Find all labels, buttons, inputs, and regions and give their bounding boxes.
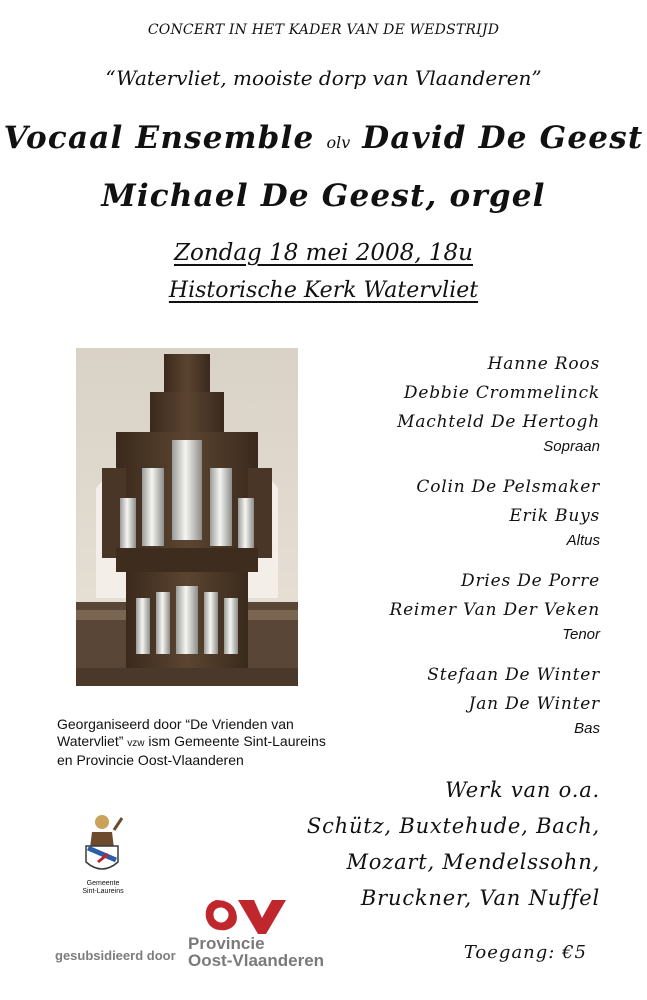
title-ensemble [0,120,647,156]
voice-label: Sopraan [543,438,600,455]
title-organist: Michael De Geest, orgel [101,178,546,214]
voice-label: Tenor [562,626,600,643]
group-sopraan [270,350,600,457]
province-name [188,935,324,969]
event-venue: Historische Kerk Watervliet [168,278,479,303]
province-name-line: Provincie [188,934,265,953]
performer-name: Reimer Van Der Veken [389,600,600,620]
voice-label: Altus [566,532,600,549]
voice-label: Bas [574,720,600,737]
entrance-fee: Toegang: €5 [463,942,587,963]
conductor-name: David De Geest [362,120,644,156]
performer-name: Machteld De Hertogh [397,412,600,432]
organiser-text-2: ism Gemeente Sint-Laureins en Provincie Oost-Vlaanderen [57,733,326,768]
works-line: Bruckner, Van Nuffel [360,886,600,910]
performer-name: Jan De Winter [468,694,600,714]
organiser-note [57,716,327,769]
event-date: Zondag 18 mei 2008, 18u [173,240,473,266]
works-heading: Werk van o.a. [445,778,600,802]
performer-name: Erik Buys [509,506,600,526]
header-top-line: CONCERT IN HET KADER VAN DE WEDSTRIJD [147,22,500,38]
province-logo [202,896,288,936]
performer-list [270,350,600,755]
province-name-line: Oost-Vlaanderen [188,951,325,970]
organ-photo [76,348,298,686]
subsidy-text: gesubsidieerd door [55,948,176,963]
header-subtitle: “Watervliet, mooiste dorp van Vlaanderen” [105,66,542,90]
performer-name: Colin De Pelsmaker [416,477,600,497]
gemeente-label-line: Gemeente [86,880,120,887]
organiser-vzw: vzw [127,738,145,749]
gemeente-label-line: Sint-Laureins [82,888,124,895]
olv-label: olv [326,133,351,152]
works-block [240,772,600,916]
gemeente-label [68,880,138,896]
performer-name: Hanne Roos [487,354,600,374]
performer-name: Debbie Crommelinck [403,383,600,403]
ensemble-name: Vocaal Ensemble [3,120,315,156]
organiser-text-1: Georganiseerd door “De Vrienden van Watervliet” [57,716,294,749]
performer-name: Stefaan De Winter [427,665,600,685]
group-tenor [270,567,600,645]
works-line: Schütz, Buxtehude, Bach, [306,814,600,838]
works-line: Mozart, Mendelssohn, [346,850,600,874]
performer-name: Dries De Porre [461,571,600,591]
group-altus [270,473,600,551]
gemeente-crest-logo [76,812,128,878]
